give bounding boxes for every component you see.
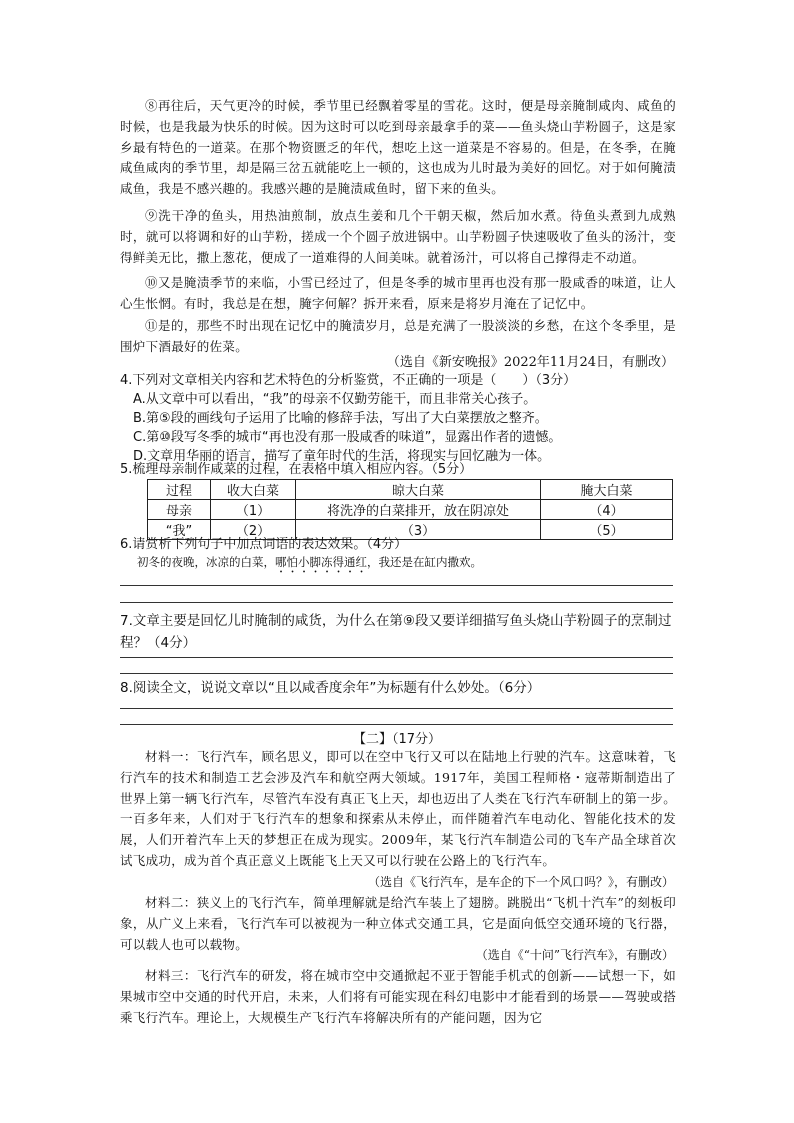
sentence-part: ，我还是在缸内撒欢。 bbox=[367, 555, 482, 569]
question-4-option-d[interactable]: D.文章用华丽的语言，描写了童年时代的生活，将现实与回忆融为一体。 bbox=[133, 449, 551, 464]
question-4-option-a[interactable]: A.从文章中可以看出，“我”的母亲不仅勤劳能干，而且非常关心孩子。 bbox=[133, 392, 537, 407]
question-5: 5.梳理母亲制作咸菜的过程，在表格中填入相应内容。（5分） bbox=[120, 462, 473, 477]
question-6-sentence bbox=[137, 553, 677, 576]
table-header-row bbox=[148, 480, 673, 500]
article-paragraph-11: ⑪是的，那些不时出现在记忆中的腌渍岁月，总是充满了一股淡淡的乡愁，在这个冬季里，是围炉下酒最好的佐菜。 bbox=[120, 318, 676, 354]
table-cell: 将洗净的白菜排开，放在阴凉处 bbox=[296, 500, 541, 520]
article-paragraph-9: ⑨洗干净的鱼头，用热油煎制，放点生姜和几个干朝天椒，然后加水煮。待鱼头煮到九成熟时，就可以将调和好的山芋粉，搓成一个个圆子放进锅中。山芋粉圆子快速吸收了鱼头的汤汁，变得鲜美无比，撒上葱花，便成了一道难得的人间美味。就着汤汁，可以将自己撑得走不动道。 bbox=[120, 208, 676, 265]
table-row bbox=[148, 500, 673, 520]
question-6: 6.请赏析下列句子中加点词语的表达效果。（4分） bbox=[120, 537, 408, 552]
article-source: （选自《新安晚报》2022年11月24日，有删改） bbox=[386, 355, 674, 370]
article-paragraph-8: ⑧再往后，天气更冷的时候，季节里已经飘着零星的雪花。这时，便是母亲腌制咸肉、咸鱼的时候，也是我最为快乐的时候。因为这时可以吃到母亲最拿手的菜——鱼头烧山芋粉圆子，这是家乡最有特色的一道菜。在那个物资匮乏的年代，想吃上这一道菜是不容易的。但是，在冬季，在腌咸鱼咸肉的季节里，却是隔三岔五就能吃上一顿的，这也成为儿时最为美好的回忆。对于如何腌渍咸鱼，我是不感兴趣的。我感兴趣的是腌渍咸鱼时，留下来的鱼头。 bbox=[120, 98, 676, 197]
table-cell[interactable]: （1） bbox=[211, 500, 296, 520]
table-header-cell: 腌大白菜 bbox=[541, 480, 673, 500]
material-1: 材料一：飞行汽车，顾名思义，即可以在空中飞行又可以在陆地上行驶的汽车。这意味着，飞行汽车的技术和制造工艺会涉及汽车和航空两大领域。1917年，美国工程师格・寇蒂斯制造出了世界上第一辆飞行汽车，尽管汽车没有真正飞上天，却也迈出了人类在飞行汽车研制上的第一步。一百多年来，人们对于飞行汽车的想象和探索从未停止，而伴随着汽车电动化、智能化技术的发展，人们开着汽车上天的梦想正在成为现实。2009年，某飞行汽车制造公司的飞车产品全球首次试飞成功，成为首个真正意义上既能飞上天又可以行驶在公路上的飞行汽车。 bbox=[120, 749, 676, 868]
table-cell: 母亲 bbox=[148, 500, 211, 520]
table-cell: “我” bbox=[148, 520, 211, 540]
section-2-title: 【二】（17分） bbox=[352, 732, 442, 747]
table-cell[interactable]: （2） bbox=[211, 520, 296, 540]
dotted-words: 哪怕小脚冻得通红 bbox=[275, 555, 367, 569]
table-cell[interactable]: （3） bbox=[296, 520, 541, 540]
question-4-option-c[interactable]: C.第⑩段写冬季的城市“再也没有那一股咸香的味道”，显露出作者的遗憾。 bbox=[133, 430, 562, 445]
table-cell[interactable]: （4） bbox=[541, 500, 673, 520]
table-header-cell: 过程 bbox=[148, 480, 211, 500]
process-table bbox=[147, 479, 673, 540]
answer-line[interactable] bbox=[120, 724, 673, 725]
article-paragraph-10: ⑩又是腌渍季节的来临，小雪已经过了，但是冬季的城市里再也没有那一股咸香的味道，让人心生怅惘。有时，我总是在想，腌字何解？拆开来看，原来是将岁月淹在了记忆中。 bbox=[120, 275, 676, 311]
answer-line[interactable] bbox=[120, 708, 673, 709]
material-2-source: （选自《“十问”飞行汽车》，有删改） bbox=[475, 948, 674, 962]
table-header-cell: 晾大白菜 bbox=[296, 480, 541, 500]
table-cell[interactable]: （5） bbox=[541, 520, 673, 540]
material-1-source: （选自《飞行汽车，是车企的下一个风口吗？》，有删改） bbox=[367, 875, 674, 889]
answer-line[interactable] bbox=[120, 673, 673, 674]
material-2: 材料二：狭义上的飞行汽车，简单理解就是给汽车装上了翅膀。跳脱出“飞机十汽车”的刻板印象，从广义上来看，飞行汽车可以被视为一种立体式交通工具，它是面向低空交通环境的飞行器，可以载人也可以载物。 bbox=[120, 895, 676, 952]
question-4-option-b[interactable]: B.第⑤段的画线句子运用了比喻的修辞手法，写出了大白菜摆放之整齐。 bbox=[133, 411, 548, 426]
answer-line[interactable] bbox=[120, 657, 673, 658]
material-3: 材料三：飞行汽车的研发，将在城市空中交通掀起不亚于智能手机式的创新——试想一下，如果城市空中交通的时代开启，未来，人们将有可能实现在科幻电影中才能看到的场景——驾驶或搭乘飞行汽车。理论上，大规模生产飞行汽车将解决所有的产能问题，因为它 bbox=[120, 968, 676, 1025]
answer-line[interactable] bbox=[120, 585, 673, 586]
sentence-part: 初冬的夜晚，冰凉的白菜， bbox=[137, 555, 275, 569]
question-7: 7.文章主要是回忆儿时腌制的咸货，为什么在第⑨段又要详细描写鱼头烧山芋粉圆子的烹制过程？（4分） bbox=[120, 613, 672, 651]
question-4: 4.下列对文章相关内容和艺术特色的分析鉴赏，不正确的一项是（ ）（3分） bbox=[120, 373, 577, 388]
question-8: 8.阅读全文，说说文章以“且以咸香度余年”为标题有什么妙处。（6分） bbox=[120, 680, 541, 696]
answer-line[interactable] bbox=[120, 602, 673, 603]
table-header-cell: 收大白菜 bbox=[211, 480, 296, 500]
